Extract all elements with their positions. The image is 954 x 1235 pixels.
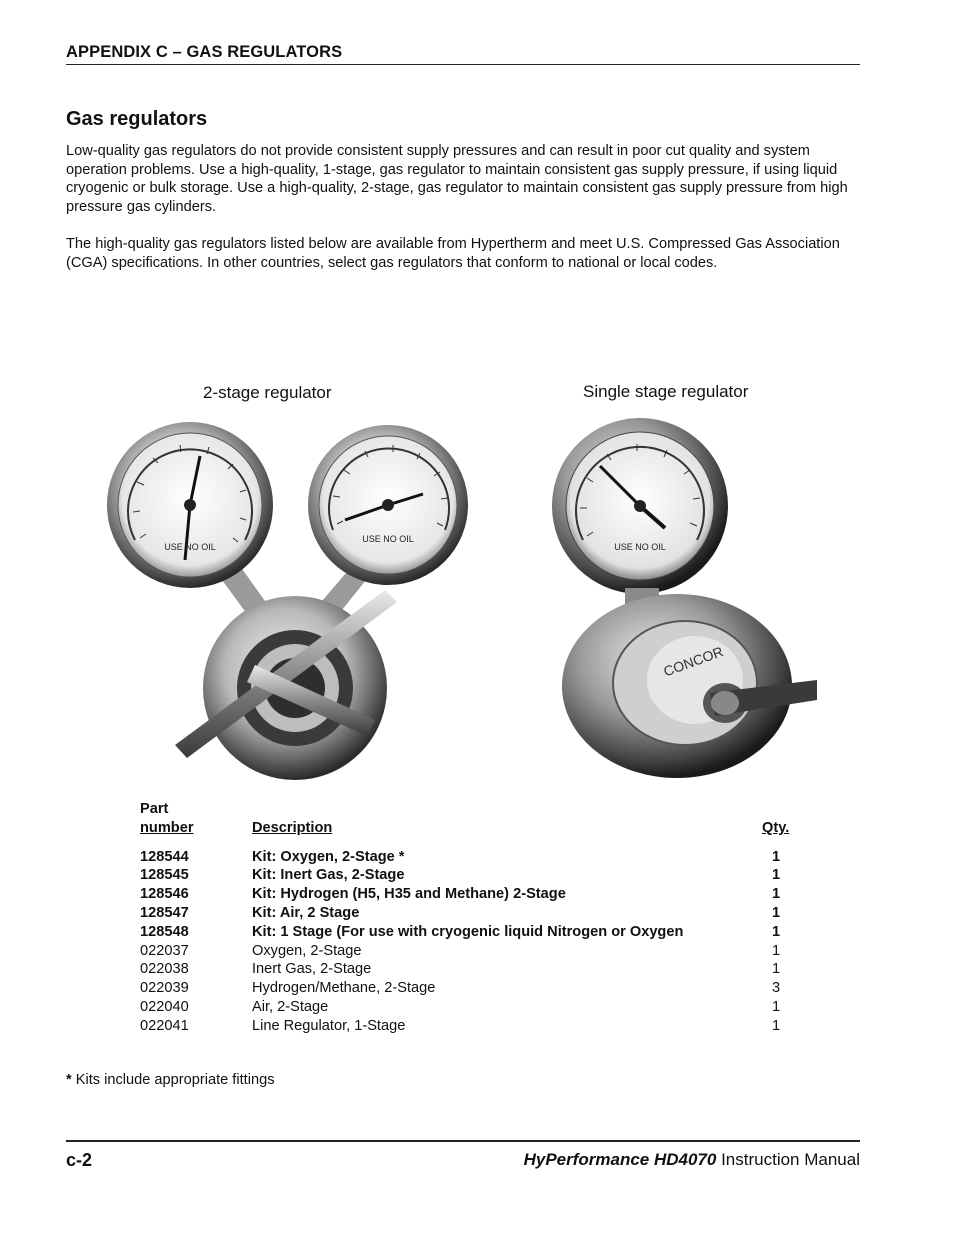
part-number: 128544 <box>140 848 189 865</box>
paragraph-2: The high-quality gas regulators listed below are available from Hypertherm and meet U.S. Compressed Gas Association (CGA) specifications. In other countries, select gas regulators that conform to national or local codes. <box>66 236 840 271</box>
part-qty: 1 <box>772 904 781 921</box>
header-qty: Qty. <box>762 819 790 836</box>
part-description: Line Regulator, 1-Stage <box>252 1017 406 1034</box>
header-description: Description <box>252 819 333 836</box>
left-gauge-label: USE NO OIL <box>164 542 216 552</box>
part-description: Kit: Inert Gas, 2-Stage <box>252 867 405 884</box>
part-description: Kit: Air, 2 Stage <box>252 904 360 921</box>
part-qty: 1 <box>772 942 781 959</box>
table-row <box>140 960 802 979</box>
table-row <box>140 979 802 998</box>
two-stage-caption: 2-stage regulator <box>203 383 332 402</box>
table-row <box>140 848 802 867</box>
part-description: Kit: Oxygen, 2-Stage * <box>252 848 405 865</box>
footnote-text: Kits include appropriate fittings <box>71 1072 275 1088</box>
footnote <box>66 1072 275 1088</box>
brand-label: CONCOR <box>661 643 726 680</box>
appendix-header: APPENDIX C – GAS REGULATORS <box>66 43 343 61</box>
footer-rule <box>66 1140 860 1142</box>
manual-suffix: Instruction Manual <box>716 1150 860 1169</box>
manual-title <box>524 1150 860 1170</box>
page-number: c-2 <box>66 1150 93 1170</box>
section-title: Gas regulators <box>66 108 208 130</box>
part-qty: 3 <box>772 980 781 997</box>
part-number: 128548 <box>140 923 189 940</box>
table-header-row-1 <box>140 800 802 819</box>
paragraph-1: Low-quality gas regulators do not provide consistent supply pressures and can result in poor cut quality and system operation problems. Use a high-quality, 1-stage, gas regulator to maintain consistent gas supply pressure, if using liquid cryogenic or bulk storage. Use a high-quality, 2-stage, gas regulator to maintain consistent gas supply pressure from high pressure gas cylinders. <box>66 143 848 215</box>
two-stage-regulator-image <box>105 420 483 785</box>
table-row <box>140 942 802 961</box>
table-row <box>140 885 802 904</box>
header-number: number <box>140 819 194 836</box>
table-row <box>140 923 802 942</box>
part-number: 022041 <box>140 1017 189 1034</box>
part-number: 128545 <box>140 867 189 884</box>
table-header-row-2 <box>140 819 802 838</box>
part-qty: 1 <box>772 886 781 903</box>
part-description: Kit: 1 Stage (For use with cryogenic liquid Nitrogen or Oxygen <box>252 923 684 940</box>
part-qty: 1 <box>772 867 781 884</box>
part-description: Oxygen, 2-Stage <box>252 942 362 959</box>
header-part: Part <box>140 801 169 817</box>
part-number: 022038 <box>140 961 189 978</box>
part-qty: 1 <box>772 848 781 865</box>
manual-brand: HyPerformance HD4070 <box>523 1150 717 1169</box>
part-qty: 1 <box>772 961 781 978</box>
table-row <box>140 1017 802 1036</box>
table-row <box>140 866 802 885</box>
part-qty: 1 <box>772 923 781 940</box>
parts-table <box>140 800 802 1036</box>
part-number: 128546 <box>140 886 189 903</box>
single-stage-regulator-image <box>545 418 817 780</box>
table-row <box>140 904 802 923</box>
part-number: 022037 <box>140 942 189 959</box>
part-number: 022040 <box>140 998 189 1015</box>
single-stage-caption: Single stage regulator <box>583 382 749 401</box>
part-qty: 1 <box>772 998 781 1015</box>
part-description: Hydrogen/Methane, 2-Stage <box>252 980 436 997</box>
part-description: Air, 2-Stage <box>252 998 329 1015</box>
part-description: Inert Gas, 2-Stage <box>252 961 372 978</box>
part-number: 128547 <box>140 904 189 921</box>
part-description: Kit: Hydrogen (H5, H35 and Methane) 2-Stage <box>252 886 566 903</box>
single-gauge-label: USE NO OIL <box>614 542 666 552</box>
part-qty: 1 <box>772 1017 781 1034</box>
header-rule <box>66 64 860 65</box>
part-number: 022039 <box>140 980 189 997</box>
table-row <box>140 998 802 1017</box>
right-gauge-label: USE NO OIL <box>362 534 414 544</box>
footnote-marker: * <box>66 1072 72 1088</box>
